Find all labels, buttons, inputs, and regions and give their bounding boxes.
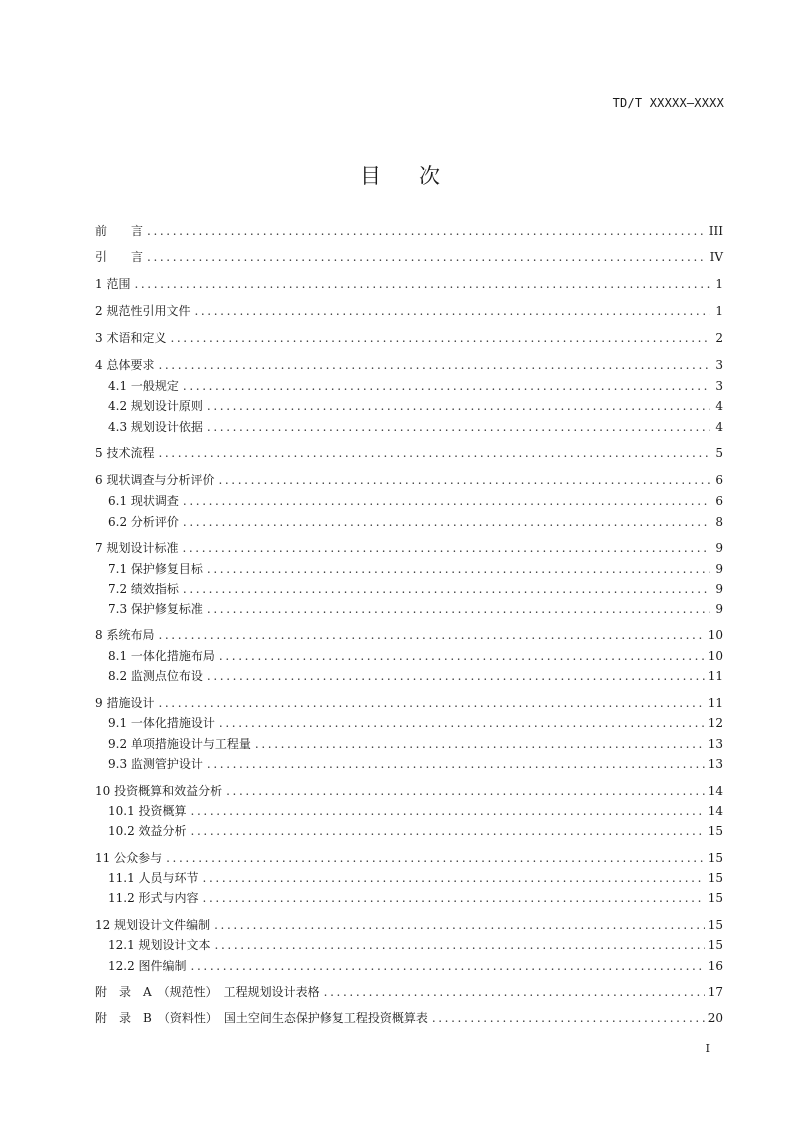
toc-entry[interactable] bbox=[95, 1009, 723, 1027]
toc-entry-page: 20 bbox=[707, 1011, 723, 1025]
toc-entry-page: 15 bbox=[707, 918, 723, 932]
toc-dot-leader bbox=[191, 957, 705, 975]
toc-dot-leader bbox=[207, 560, 710, 578]
toc-entry-title: 12.1 规划设计文本 bbox=[108, 938, 211, 952]
toc-dot-leader bbox=[183, 492, 710, 510]
toc-entry-page: 15 bbox=[707, 824, 723, 838]
toc-entry[interactable] bbox=[95, 822, 723, 840]
toc-entry-page: 15 bbox=[707, 891, 723, 905]
toc-dot-leader bbox=[207, 418, 710, 436]
toc-entry-page: 9 bbox=[715, 562, 723, 576]
toc-entry-title: 9 措施设计 bbox=[95, 696, 155, 710]
toc-entry-title: 12.2 图件编制 bbox=[108, 959, 187, 973]
toc-entry-title: 8.2 监测点位布设 bbox=[108, 669, 203, 683]
toc-entry[interactable] bbox=[95, 916, 723, 934]
page-title bbox=[0, 160, 800, 190]
toc-dot-leader bbox=[147, 248, 707, 266]
toc-dot-leader bbox=[183, 580, 710, 598]
toc-entry-page: 1 bbox=[715, 277, 723, 291]
toc-entry-title: 12 规划设计文件编制 bbox=[95, 918, 211, 932]
toc-entry-title: 5 技术流程 bbox=[95, 446, 155, 460]
toc-entry-page: 12 bbox=[707, 716, 723, 730]
toc-entry-page: 15 bbox=[707, 871, 723, 885]
toc-entry[interactable] bbox=[95, 735, 723, 753]
toc-entry-page: 10 bbox=[707, 628, 723, 642]
toc-entry-page: 9 bbox=[715, 582, 723, 596]
toc-entry-title: 3 术语和定义 bbox=[95, 331, 167, 345]
toc-entry[interactable] bbox=[95, 667, 723, 685]
toc-entry[interactable] bbox=[95, 755, 723, 773]
toc-entry-title: 10.2 效益分析 bbox=[108, 824, 187, 838]
page-number: I bbox=[705, 1042, 710, 1055]
toc-entry-title: 4.3 规划设计依据 bbox=[108, 420, 203, 434]
toc-entry-page: 10 bbox=[707, 649, 723, 663]
toc-entry-title: 7 规划设计标准 bbox=[95, 541, 179, 555]
toc-entry[interactable] bbox=[95, 626, 723, 644]
toc-dot-leader bbox=[207, 600, 710, 618]
toc-entry-page: 9 bbox=[715, 602, 723, 616]
toc-entry-title: 6.1 现状调查 bbox=[108, 494, 179, 508]
toc-entry-page: 17 bbox=[707, 985, 723, 999]
toc-entry[interactable] bbox=[95, 889, 723, 907]
toc-entry-page: 15 bbox=[707, 851, 723, 865]
toc-dot-leader bbox=[191, 822, 705, 840]
toc-dot-leader bbox=[226, 782, 705, 800]
toc-entry-title: 4 总体要求 bbox=[95, 358, 155, 372]
toc-entry-page: 8 bbox=[715, 515, 723, 529]
toc-entry-title: 10.1 投资概算 bbox=[108, 804, 187, 818]
toc-entry[interactable] bbox=[95, 275, 723, 293]
toc-dot-leader bbox=[191, 802, 705, 820]
toc-dot-leader bbox=[219, 714, 705, 732]
toc-entry-page: 4 bbox=[715, 399, 723, 413]
toc-entry-page: 13 bbox=[707, 737, 723, 751]
toc-entry[interactable] bbox=[95, 222, 723, 240]
toc-entry-title: 1 范围 bbox=[95, 277, 131, 291]
toc-entry[interactable] bbox=[95, 248, 723, 266]
toc-entry-page: 6 bbox=[715, 473, 723, 487]
toc-dot-leader bbox=[158, 626, 704, 644]
toc-dot-leader bbox=[324, 983, 705, 1001]
title-char-2: 次 bbox=[419, 164, 440, 188]
toc-entry-title: 9.1 一体化措施设计 bbox=[108, 716, 215, 730]
toc-entry-page: 3 bbox=[715, 358, 723, 372]
toc-entry-title: 4.2 规划设计原则 bbox=[108, 399, 203, 413]
toc-dot-leader bbox=[219, 647, 705, 665]
toc-entry[interactable] bbox=[95, 957, 723, 975]
toc-entry-page: 11 bbox=[707, 669, 723, 683]
toc-entry-title: 7.2 绩效指标 bbox=[108, 582, 179, 596]
toc-dot-leader bbox=[194, 302, 710, 320]
toc-entry-page: 16 bbox=[707, 959, 723, 973]
toc-dot-leader bbox=[218, 471, 710, 489]
toc-entry-page: 13 bbox=[707, 757, 723, 771]
toc-entry-title: 6 现状调查与分析评价 bbox=[95, 473, 215, 487]
toc-entry-page: 5 bbox=[715, 446, 723, 460]
toc-dot-leader bbox=[166, 849, 705, 867]
toc-entry-title: 9.3 监测管护设计 bbox=[108, 757, 203, 771]
toc-dot-leader bbox=[214, 916, 705, 934]
toc-entry[interactable] bbox=[95, 936, 723, 954]
toc-entry-page: 2 bbox=[715, 331, 723, 345]
toc-entry[interactable] bbox=[95, 539, 723, 557]
toc-dot-leader bbox=[183, 513, 710, 531]
toc-entry-page: 15 bbox=[707, 938, 723, 952]
toc-entry[interactable] bbox=[95, 302, 723, 320]
toc-dot-leader bbox=[183, 377, 710, 395]
toc-entry[interactable] bbox=[95, 397, 723, 415]
toc-entry-page: III bbox=[708, 224, 723, 238]
toc-entry-title: 8 系统布局 bbox=[95, 628, 155, 642]
toc-entry[interactable] bbox=[95, 560, 723, 578]
toc-dot-leader bbox=[158, 444, 710, 462]
toc-dot-leader bbox=[207, 667, 705, 685]
toc-entry-page: 4 bbox=[715, 420, 723, 434]
toc-entry[interactable] bbox=[95, 356, 723, 374]
toc-dot-leader bbox=[147, 222, 706, 240]
toc-entry-title: 9.2 单项措施设计与工程量 bbox=[108, 737, 251, 751]
toc-entry[interactable] bbox=[95, 694, 723, 712]
toc-entry-title: 4.1 一般规定 bbox=[108, 379, 179, 393]
toc-entry-title: 11.1 人员与环节 bbox=[108, 871, 199, 885]
toc-entry[interactable] bbox=[95, 444, 723, 462]
toc-entry-page: 14 bbox=[707, 804, 723, 818]
toc-entry[interactable] bbox=[95, 782, 723, 800]
toc-entry-page: 11 bbox=[707, 696, 723, 710]
toc-dot-leader bbox=[255, 735, 705, 753]
toc-entry-title: 2 规范性引用文件 bbox=[95, 304, 191, 318]
toc-entry[interactable] bbox=[95, 714, 723, 732]
toc-entry[interactable] bbox=[95, 647, 723, 665]
toc-dot-leader bbox=[207, 397, 710, 415]
toc-entry[interactable] bbox=[95, 869, 723, 887]
title-char-1: 目 bbox=[360, 164, 381, 188]
toc-entry-title: 11.2 形式与内容 bbox=[108, 891, 199, 905]
toc-entry[interactable] bbox=[95, 802, 723, 820]
toc-entry-page: IV bbox=[709, 250, 723, 264]
toc-dot-leader bbox=[203, 869, 705, 887]
toc-entry-title: 8.1 一体化措施布局 bbox=[108, 649, 215, 663]
toc-dot-leader bbox=[134, 275, 710, 293]
toc-dot-leader bbox=[432, 1009, 705, 1027]
toc-dot-leader bbox=[158, 356, 710, 374]
toc-entry-title: 附 录 B （资料性） 国土空间生态保护修复工程投资概算表 bbox=[95, 1011, 428, 1025]
toc-dot-leader bbox=[158, 694, 704, 712]
toc-dot-leader bbox=[207, 755, 705, 773]
toc-entry-title: 6.2 分析评价 bbox=[108, 515, 179, 529]
toc-dot-leader bbox=[170, 329, 710, 347]
toc-entry-title: 7.1 保护修复目标 bbox=[108, 562, 203, 576]
toc-dot-leader bbox=[203, 889, 705, 907]
toc-entry-page: 6 bbox=[715, 494, 723, 508]
toc-entry[interactable] bbox=[95, 471, 723, 489]
toc-entry[interactable] bbox=[95, 983, 723, 1001]
toc-entry[interactable] bbox=[95, 600, 723, 618]
toc-dot-leader bbox=[215, 936, 705, 954]
toc-entry-page: 9 bbox=[715, 541, 723, 555]
toc-entry-page: 14 bbox=[707, 784, 723, 798]
toc-entry-title: 附 录 A （规范性） 工程规划设计表格 bbox=[95, 985, 320, 999]
toc-entry[interactable] bbox=[95, 418, 723, 436]
toc-dot-leader bbox=[182, 539, 710, 557]
toc-entry[interactable] bbox=[95, 849, 723, 867]
toc-entry[interactable] bbox=[95, 580, 723, 598]
toc-entry-title: 7.3 保护修复标准 bbox=[108, 602, 203, 616]
toc-entry[interactable] bbox=[95, 513, 723, 531]
toc-entry[interactable] bbox=[95, 377, 723, 395]
toc-entry-page: 3 bbox=[715, 379, 723, 393]
toc-entry-title: 10 投资概算和效益分析 bbox=[95, 784, 223, 798]
toc-entry-title: 引 言 bbox=[95, 250, 144, 264]
toc-entry[interactable] bbox=[95, 492, 723, 510]
toc-entry[interactable] bbox=[95, 329, 723, 347]
toc-entry-page: 1 bbox=[715, 304, 723, 318]
toc-entry-title: 11 公众参与 bbox=[95, 851, 163, 865]
document-code: TD/T XXXXX—XXXX bbox=[612, 96, 724, 110]
toc-entry-title: 前 言 bbox=[95, 224, 144, 238]
